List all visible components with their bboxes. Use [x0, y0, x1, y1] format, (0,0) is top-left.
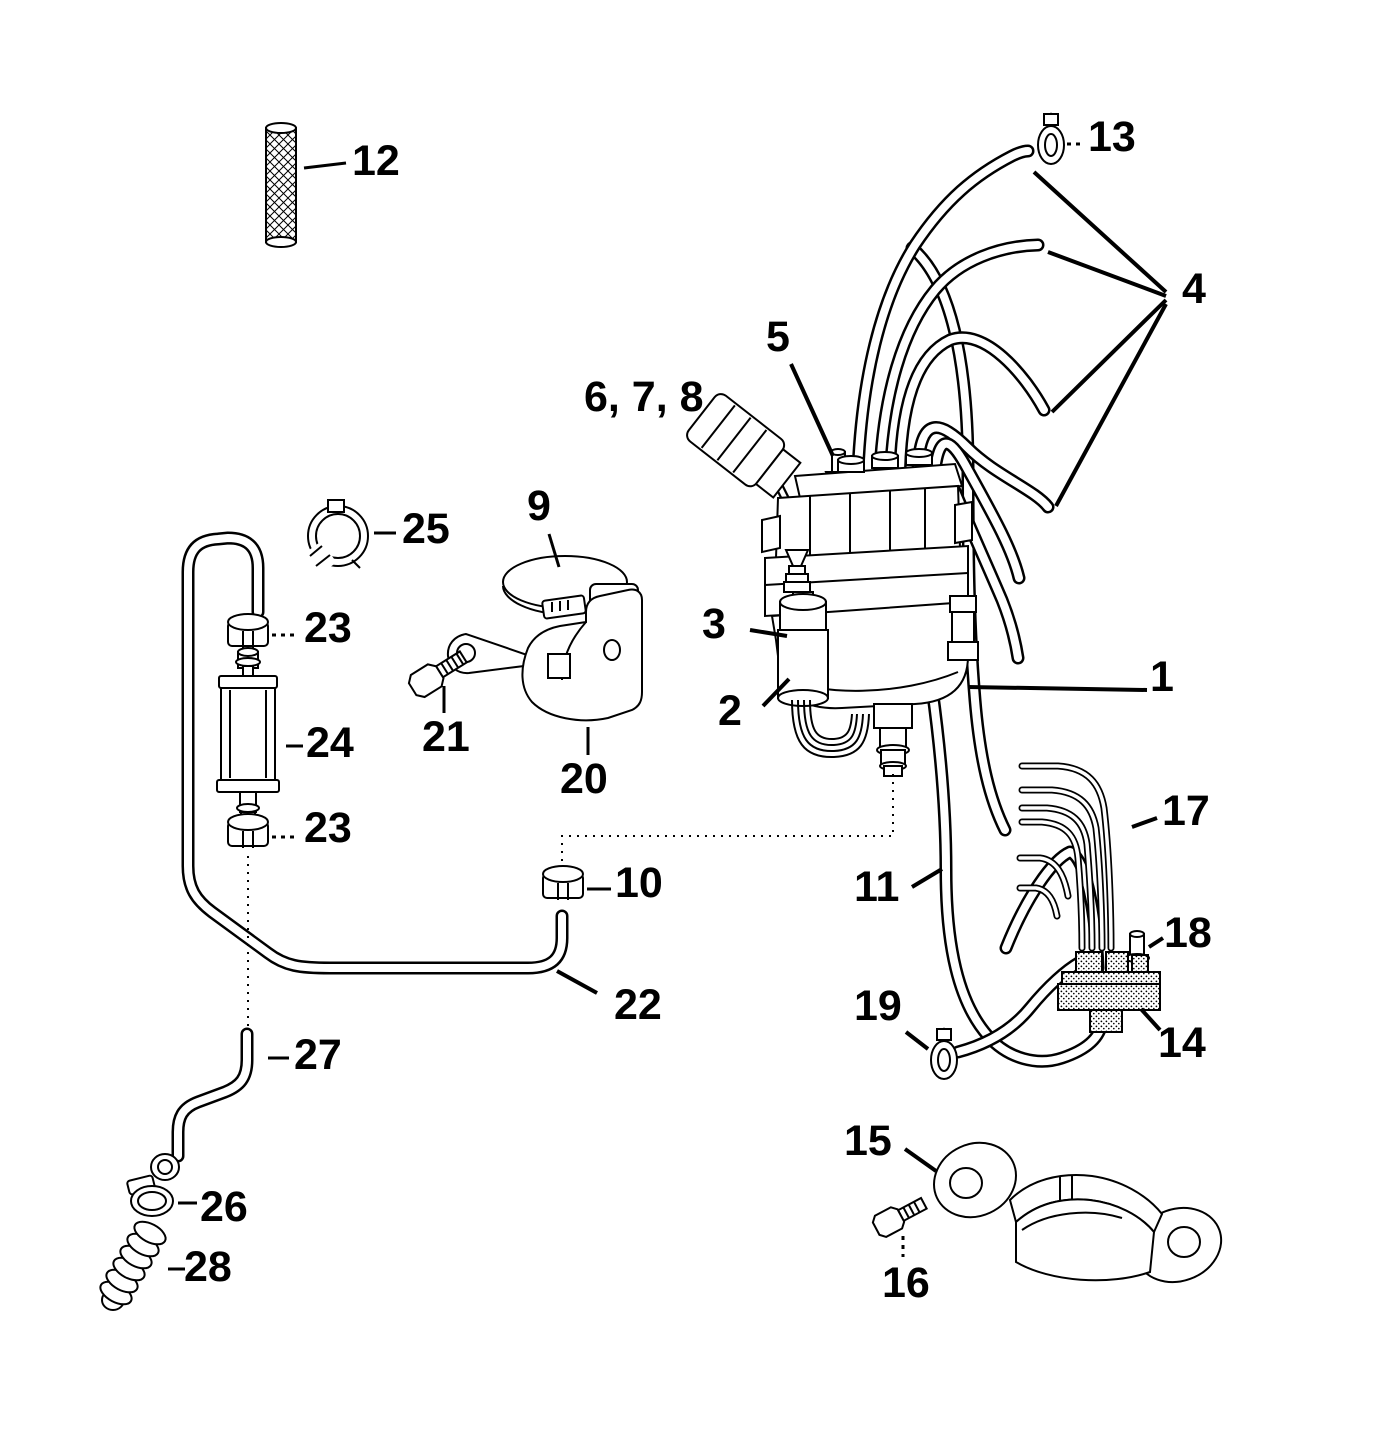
- callout-13: 13: [1088, 113, 1136, 161]
- callout-22: 22: [614, 981, 662, 1029]
- threaded-stud-12: [266, 123, 296, 247]
- solenoid-cap-3: [780, 592, 826, 630]
- callout-18: 18: [1164, 909, 1212, 957]
- callout-11: 11: [854, 863, 900, 911]
- callout-24: 24: [306, 719, 354, 767]
- callout-6-7-8: 6, 7, 8: [584, 373, 704, 421]
- cap-nut-23-top: [228, 614, 268, 648]
- callout-10: 10: [615, 859, 663, 907]
- callout-17: 17: [1162, 787, 1210, 835]
- callout-26: 26: [200, 1183, 248, 1231]
- callout-15: 15: [844, 1117, 892, 1165]
- callout-28: 28: [184, 1243, 232, 1291]
- callout-4: 4: [1182, 265, 1206, 313]
- callout-16: 16: [882, 1259, 930, 1307]
- cap-nut-23-bottom: [228, 814, 268, 848]
- callout-2: 2: [718, 687, 742, 735]
- callout-5: 5: [766, 313, 790, 361]
- callout-12: 12: [352, 137, 400, 185]
- callout-23-bottom: 23: [304, 804, 352, 852]
- callout-3: 3: [702, 600, 726, 648]
- callout-1: 1: [1150, 653, 1174, 701]
- solenoid-2: [778, 630, 828, 706]
- callout-21: 21: [422, 713, 470, 761]
- callout-27: 27: [294, 1031, 342, 1079]
- grommet-10: [543, 866, 583, 900]
- callout-9: 9: [527, 482, 551, 530]
- callout-14: 14: [1158, 1019, 1206, 1067]
- callout-19: 19: [854, 982, 902, 1030]
- callout-23-top: 23: [304, 604, 352, 652]
- pump-nozzle: [874, 704, 912, 776]
- callout-20: 20: [560, 755, 608, 803]
- callout-25: 25: [402, 505, 450, 553]
